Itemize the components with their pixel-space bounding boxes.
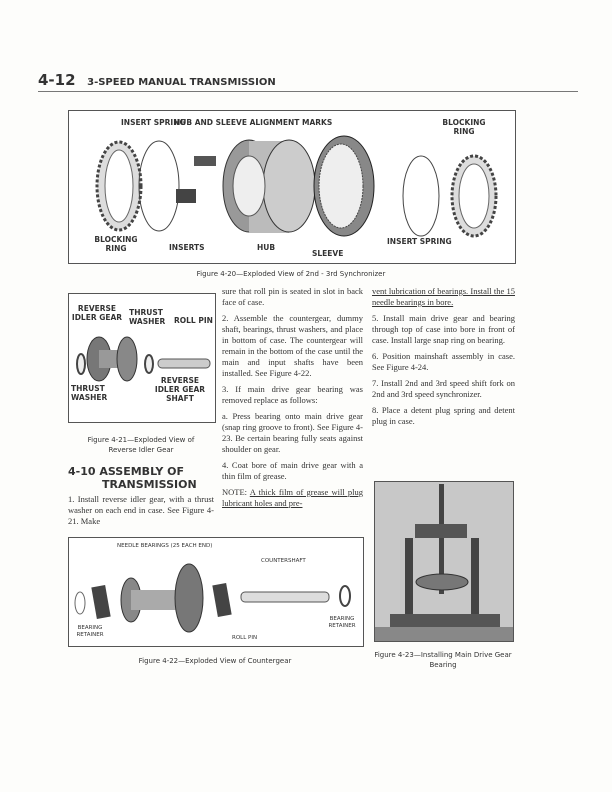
step-1-part-a: 1. Install reverse idler gear, with a thrust washer on each end in case. See Figure 4-21. Make — [68, 494, 214, 526]
step-6: 6. Position mainshaft assembly in case. See Figure 4-24. — [372, 351, 515, 372]
caption-figure-4-21: Figure 4-21—Exploded View of Reverse Idler Gear — [87, 436, 195, 454]
label-reverse-idler-gear-shaft: REVERSE IDLER GEAR SHAFT — [154, 376, 206, 403]
step-3a: a. Press bearing onto main drive gear (snap ring groove to front). See Figure 4-23. Be certain bearing fully seats against shoulder on gear. — [222, 411, 363, 454]
label-blocking-ring-right: BLOCKING RING — [442, 118, 486, 136]
label-roll-pin: ROLL PIN — [174, 316, 213, 325]
label-blocking-ring-left: BLOCKING RING — [94, 235, 138, 253]
label-countershaft: COUNTERSHAFT — [261, 558, 306, 564]
note-text-a: A thick film of grease will plug lubricant holes and pre- — [222, 487, 364, 508]
label-needle-bearings: NEEDLE BEARINGS (25 EACH END) — [117, 543, 213, 549]
label-bearing-retainer-right: BEARING RETAINER — [328, 616, 356, 629]
label-roll-pin: ROLL PIN — [232, 635, 258, 641]
note-text-b: vent lubrication of bearings. Install the 15 needle bearings in bore. — [372, 286, 515, 307]
column-2 — [222, 286, 363, 509]
heading-line-1: 4-10 ASSEMBLY OF — [68, 465, 185, 478]
bearing-press-photo — [375, 482, 513, 641]
figure-4-21 — [68, 293, 216, 423]
column-3 — [372, 286, 515, 432]
page-header — [38, 70, 276, 89]
step-7: 7. Install 2nd and 3rd speed shift fork on 2nd and 3rd speed synchronizer. — [372, 378, 515, 399]
label-alignment-marks: HUB AND SLEEVE ALIGNMENT MARKS — [174, 118, 333, 127]
label-insert-spring-top: INSERT SPRING — [121, 118, 186, 127]
step-2: 2. Assemble the countergear, dummy shaft, bearings, thrust washers, and place in bottom of case. The countergear will remain in the bottom of the case until the main and input shafts have been installed. See Figure 4-22. — [222, 313, 363, 378]
page-number: 4-12 — [38, 71, 76, 89]
header-rule — [38, 91, 578, 92]
label-thrust-washer-top: THRUST WASHER — [129, 308, 166, 326]
label-sleeve: SLEEVE — [312, 249, 344, 258]
note-label: NOTE: — [222, 487, 248, 497]
label-inserts: INSERTS — [169, 243, 205, 252]
label-reverse-idler-gear: REVERSE IDLER GEAR — [71, 304, 123, 322]
step-3: 3. If main drive gear bearing was removed replace as follows: — [222, 384, 363, 405]
figure-4-23-photo — [374, 481, 514, 642]
step-1-part-b: sure that roll pin is seated in slot in back face of case. — [222, 286, 363, 307]
label-insert-spring-bottom: INSERT SPRING — [387, 237, 452, 246]
figure-4-22 — [68, 537, 364, 647]
caption-figure-4-20: Figure 4-20—Exploded View of 2nd - 3rd Synchronizer — [196, 270, 386, 278]
countergear-illustration — [69, 538, 363, 646]
label-hub: HUB — [257, 243, 276, 252]
section-heading — [68, 465, 218, 491]
label-bearing-retainer-left: BEARING RETAINER — [76, 625, 104, 638]
caption-figure-4-23: Figure 4-23—Installing Main Drive Gear Bearing — [374, 651, 512, 669]
step-4: 4. Coat bore of main drive gear with a thin film of grease. — [222, 460, 363, 481]
caption-figure-4-22: Figure 4-22—Exploded View of Countergear — [138, 657, 292, 665]
heading-line-2: TRANSMISSION — [102, 478, 197, 491]
step-5: 5. Install main drive gear and bearing through top of case into bore in front of case. Install large snap ring on bearing. — [372, 313, 515, 345]
label-thrust-washer-bottom: THRUST WASHER — [71, 384, 108, 402]
section-title: 3-SPEED MANUAL TRANSMISSION — [87, 77, 276, 88]
figure-4-20 — [68, 110, 516, 264]
step-8: 8. Place a detent plug spring and detent plug in case. — [372, 405, 515, 426]
